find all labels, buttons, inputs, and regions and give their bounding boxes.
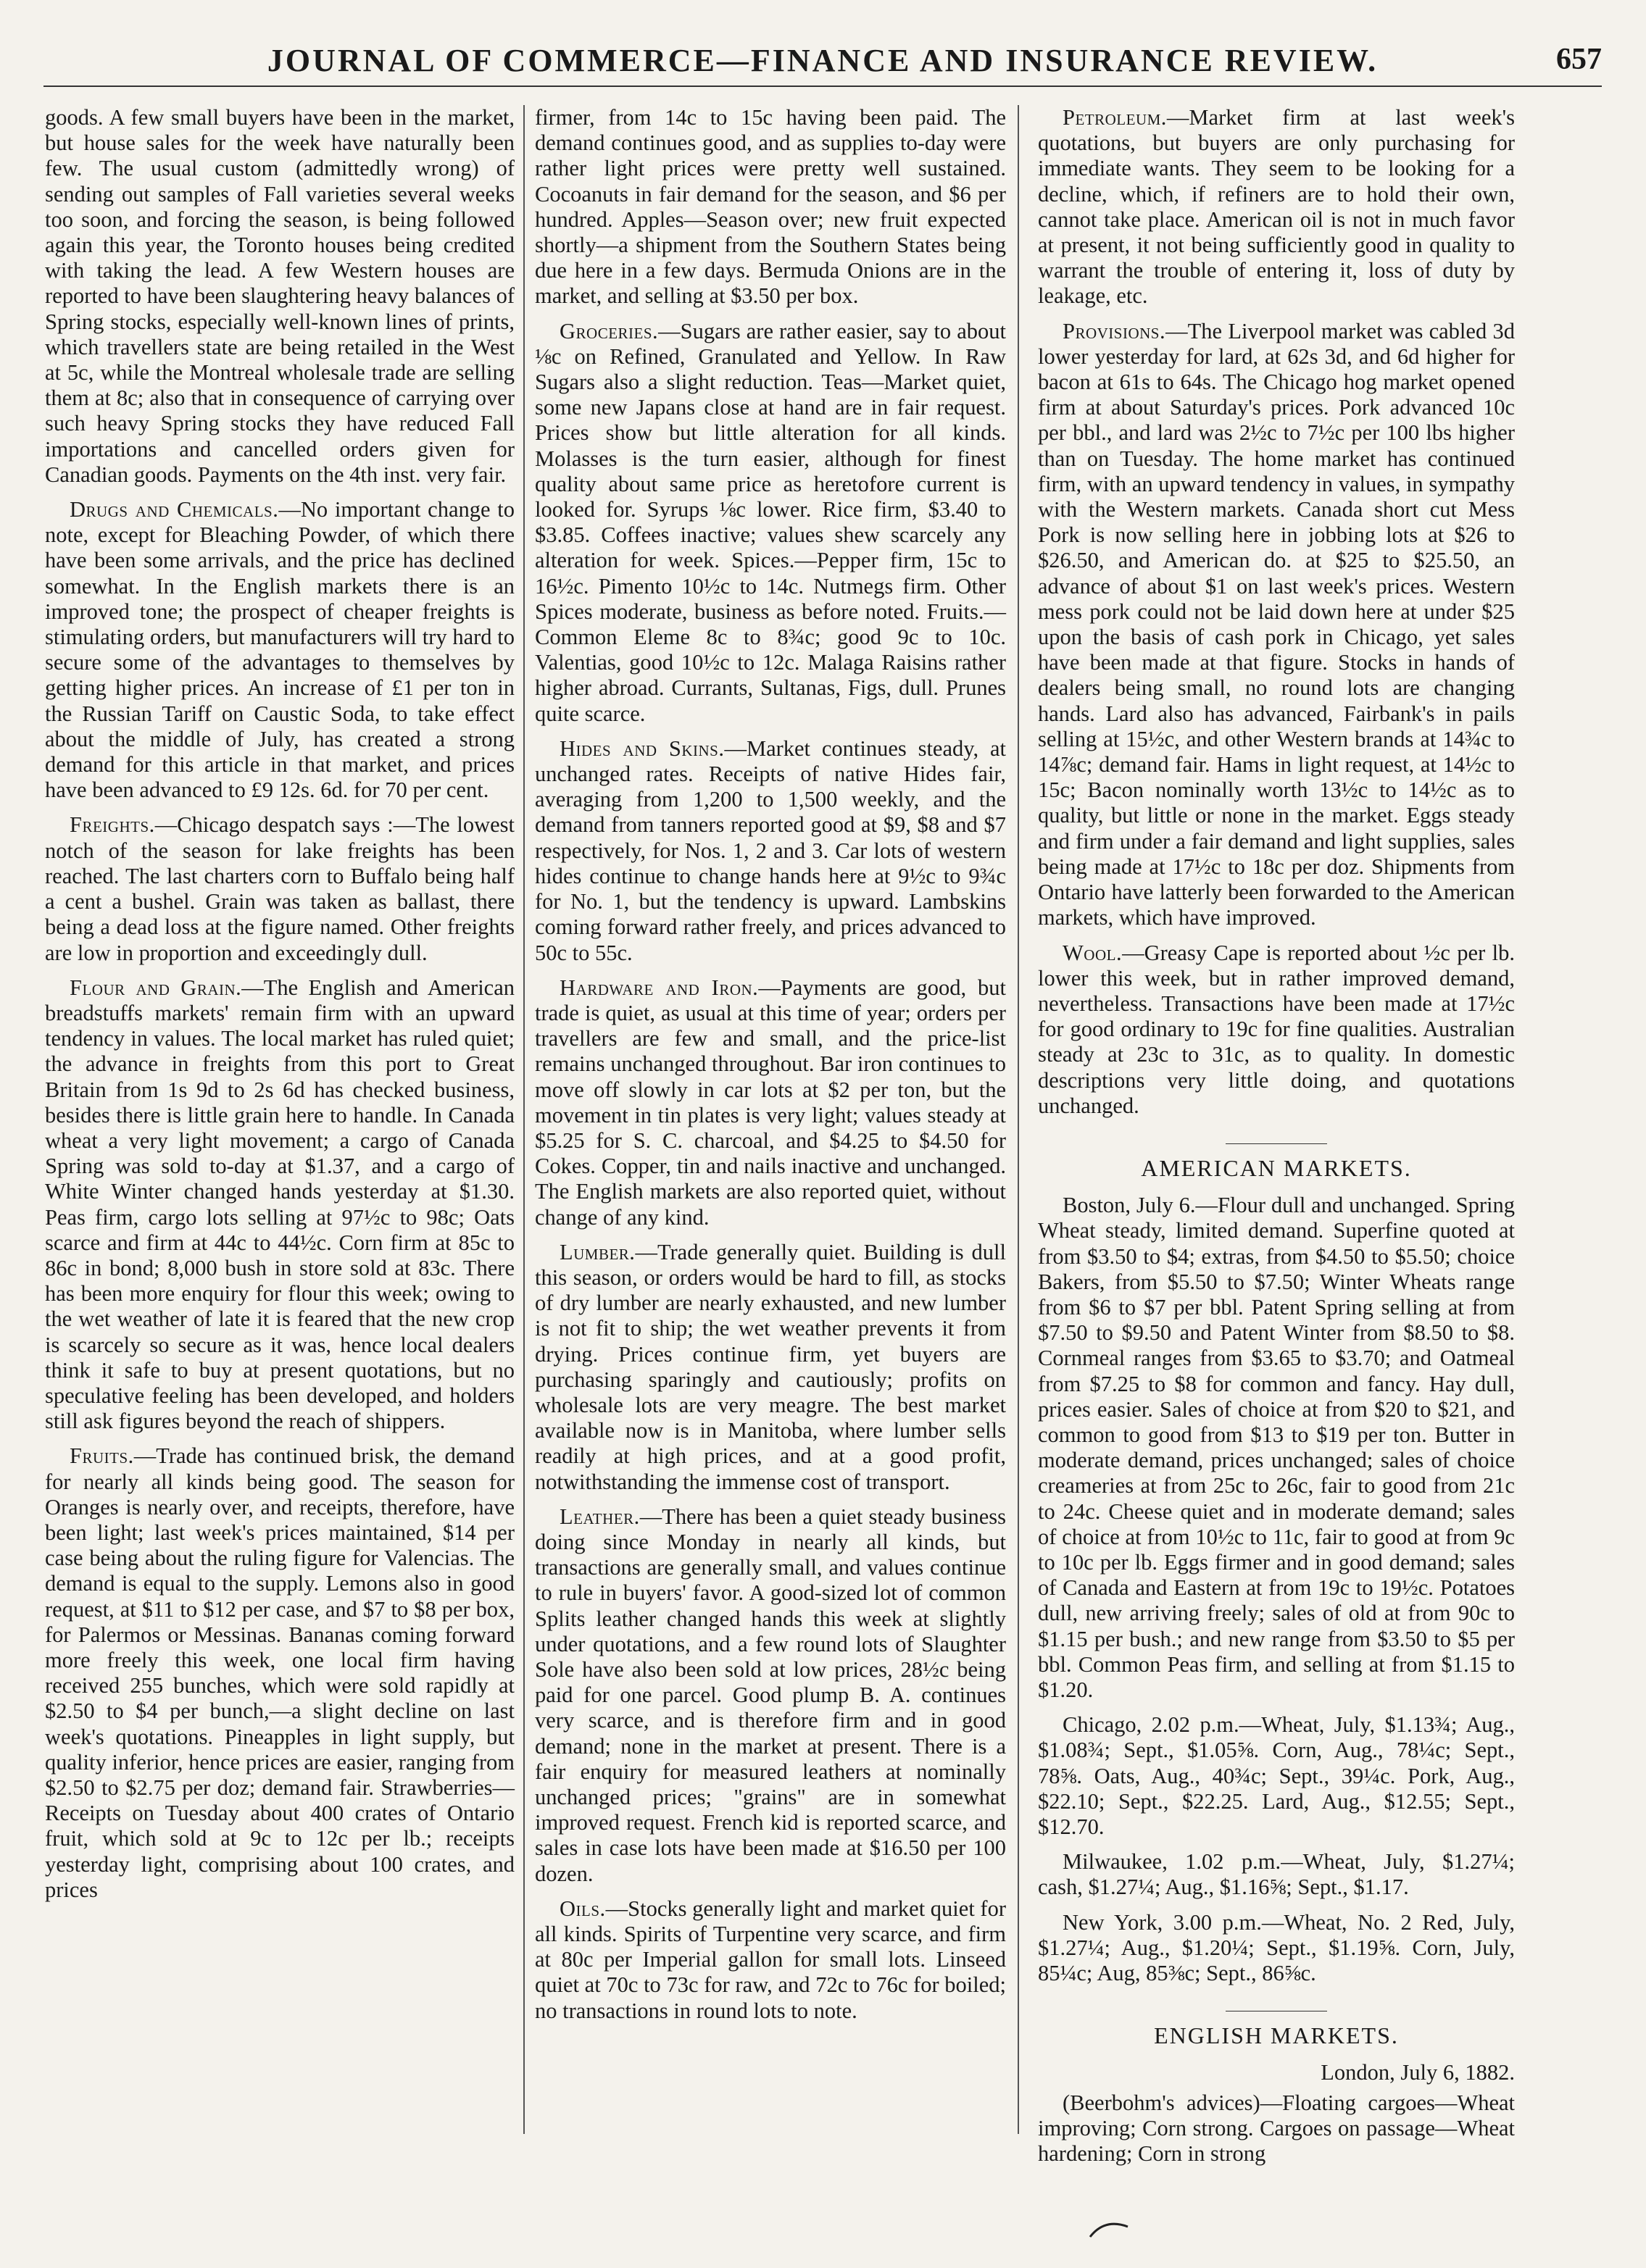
- journal-title: JOURNAL OF COMMERCE—FINANCE AND INSURANCE REVIEW.: [267, 43, 1379, 78]
- column-divider: [523, 105, 525, 2134]
- section-head-leather: Leather.: [560, 1504, 640, 1529]
- section-title-english-markets: ENGLISH MARKETS.: [1038, 2011, 1515, 2048]
- paragraph-provisions: [1038, 319, 1515, 931]
- paragraph-groceries: [535, 319, 1006, 727]
- paragraph-drugs: [45, 497, 515, 803]
- section-head-freights: Freights.: [70, 812, 155, 838]
- dateline: London, July 6, 1882.: [1321, 2060, 1515, 2085]
- section-head-provisions: Provisions.: [1063, 318, 1166, 343]
- paragraph-freights: [45, 812, 515, 965]
- section-head-petroleum: Petroleum.: [1063, 105, 1167, 130]
- column-3: [1038, 105, 1515, 2167]
- section-head-drugs: Drugs and Chemicals.: [70, 497, 279, 522]
- section-head-hardware: Hardware and Iron.: [560, 975, 759, 1000]
- paragraph-new-york: New York, 3.00 p.m.—Wheat, No. 2 Red, July, $1.27¼; Aug., $1.20¼; Sept., $1.19⅝. Corn, July, 85¼c; Aug, 85⅜c; Sept., 86⅝c.: [1038, 1909, 1515, 1986]
- section-text-drugs: —No important change to note, except for Bleaching Powder, of which there have been some arrivals, and the price has declined somewhat. In the English markets there is an improved tone; the prospect of cheaper freights is stimulating orders, but manufacturers will try hard to secure some of the advantages to themselves by getting higher prices. An increase of £1 per ton in the Russian Tariff on Caustic Soda, to take effect about the middle of July, has created a strong demand for this article in that market, and prices have been advanced to £9 12s. 6d. for 70 per cent.: [45, 497, 515, 803]
- paragraph-dry-goods-continued: goods. A few small buyers have been in the market, but house sales for the week have naturally been few. The usual custom (admittedly wrong) of sending out samples of Fall varieties several weeks too soon, and forcing the season, is being followed again this year, the Toronto houses being credited with taking the lead. A few Western houses are reported to have been slaughtering heavy balances of Spring stocks, especially well-known lines of prints, which travellers state are being retailed in the West at 5c, while the Montreal wholesale trade are selling them at 8c; also that in consequence of carrying over such heavy Spring stocks they have reduced Fall importations and cancelled orders given for Canadian goods. Payments on the 4th inst. very fair.: [45, 105, 515, 487]
- page-number: 657: [1556, 43, 1602, 76]
- section-text-petroleum: —Market firm at last week's quotations, but buyers are only purchasing for immediate wants. They seem to be looking for a decline, which, if refiners are to hold their own, cannot take place. American oil is not in much favor at present, it not being sufficiently good in quality to warrant the trouble of entering it, loss of duty by leakage, etc.: [1038, 105, 1515, 309]
- ink-mark-icon: [1087, 2214, 1131, 2243]
- section-title-american-markets: AMERICAN MARKETS.: [1038, 1143, 1515, 1181]
- section-text-freights: —Chicago despatch says :—The lowest notch of the season for lake freights has been reached. The last charters corn to Buffalo being half a cent a bushel. Grain was taken as ballast, there being a dead loss at the figure named. Other freights are low in proportion and exceedingly dull.: [45, 812, 515, 965]
- section-text-hardware: —Payments are good, but trade is quiet, as usual at this time of year; orders per travellers are few and small, and the price-list remains unchanged throughout. Bar iron continues to move off slowly in car lots at $2 per ton, but the movement in tin plates is very light; values steady at $5.25 for S. C. charcoal, and $4.25 to $4.50 for Cokes. Copper, tin and nails inactive and unchanged. The English markets are also reported quiet, without change of any kind.: [535, 975, 1006, 1230]
- section-text-groceries: —Sugars are rather easier, say to about ⅛c on Refined, Granulated and Yellow. In Raw Sugars also a slight reduction. Teas—Market quiet, some new Japans close at hand are in fair request. Prices show but little alteration for all kinds. Molasses is the turn easier, although for finest quality about same price as heretofore current is looked for. Syrups ⅛c lower. Rice firm, $3.40 to $3.85. Coffees inactive; values shew scarcely any alteration for week. Spices.—Pepper firm, 15c to 16½c. Pimento 10½c to 14c. Nutmegs firm. Other Spices moderate, business as before noted. Fruits.—Common Eleme 8c to 8¾c; good 9c to 10c. Valentias, good 10½c to 12c. Malaga Raisins rather higher abroad. Currants, Sultanas, Figs, dull. Prunes quite scarce.: [535, 318, 1006, 726]
- section-head-groceries: Groceries.: [560, 318, 659, 343]
- section-text-wool: —Greasy Cape is reported about ½c per lb. lower this week, but in rather improved demand, nevertheless. Transactions have been made at 17½c for good ordinary to 19c for fine qualities. Australian steady at 23c to 31c, as to quality. In domestic descriptions very little doing, and quotations unchanged.: [1038, 940, 1515, 1118]
- section-text-provisions: —The Liverpool market was cabled 3d lower yesterday for lard, at 62s 3d, and 6d higher for bacon at 61s to 64s. The Chicago hog market opened firm at about Saturday's prices. Pork advanced 10c per bbl., and lard was 2½c to 7½c per 100 lbs higher than on Tuesday. The home market has continued firm, with an upward tendency in values, in sympathy with the Western markets. Canada short cut Mess Pork is now selling here in jobbing lots at $26 to $26.50, and American do. at $25 to $25.50, an advance of about $1 on last week's prices. Western mess pork could not be laid down here at under $25 upon the basis of cash pork in Chicago, yet sales have been made at that figure. Stocks in hands of dealers being small, no round lots are changing hands. Lard also has advanced, Fairbank's in pails selling at 15½c, and other Western brands at 14¾c to 14⅞c; demand fair. Hams in light request, at 14½c to 15c; Bacon nominally worth 13½c to 14½c as to quality, but little or none in the market. Eggs steady and firm under a fair demand and light supplies, sales being made at 17½c to 18c per doz. Shipments from Ontario have latterly been forwarded to the American markets, which have improved.: [1038, 318, 1515, 930]
- section-text-fruits: —Trade has continued brisk, the demand for nearly all kinds being good. The season for Oranges is nearly over, and receipts, therefore, have been light; last week's prices maintained, $14 per case being about the ruling figure for Valencias. The demand is equal to the supply. Lemons also in good request, at $11 to $12 per case, and $7 to $8 per box, for Palermos or Messinas. Bananas coming forward more freely this week, one local firm having received 255 bunches, which were sold rapidly at $2.50 to $4 per bunch,—a slight decline on last week's quotations. Pineapples in light supply, but quality inferior, hence prices are easier, ranging from $2.50 to $2.75 per doz; demand fair. Strawberries—Receipts on Tuesday about 400 crates of Ontario fruit, which sold at 9c to 12c per lb.; receipts yesterday light, comprising about 100 crates, and prices: [45, 1443, 515, 1902]
- section-text-hides: —Market continues steady, at unchanged rates. Receipts of native Hides fair, averaging from 1,200 to 1,500 weekly, and the demand from tanners reported good at $9, $8 and $7 respectively, for Nos. 1, 2 and 3. Car lots of western hides continue to change hands here at 9½c to 9¾c for No. 1, but the tendency is upward. Lambskins coming forward rather freely, and prices advanced to 50c to 55c.: [535, 735, 1006, 965]
- paragraph-hardware: [535, 975, 1006, 1230]
- section-text-oils: —Stocks generally light and market quiet for all kinds. Spirits of Turpentine very scarce, and firm at 80c per Imperial gallon for small lots. Linseed quiet at 70c to 73c for raw, and 72c to 76c for boiled; no transactions in round lots to note.: [535, 1896, 1006, 2023]
- paragraph-chicago: Chicago, 2.02 p.m.—Wheat, July, $1.13¾; Aug., $1.08¾; Sept., $1.05⅝. Corn, Aug., 78¼c; Sept., 78⅝. Oats, Aug., 40¾c; Sept., 39¼c. Pork, Aug., $22.10; Sept., $22.25. Lard, Aug., $12.55; Sept., $12.70.: [1038, 1712, 1515, 1839]
- paragraph-hides: [535, 736, 1006, 966]
- page-header: [43, 42, 1602, 87]
- paragraph-english: (Beerbohm's advices)—Floating cargoes—Wheat improving; Corn strong. Cargoes on passage—Wheat hardening; Corn in strong: [1038, 2090, 1515, 2167]
- section-head-hides: Hides and Skins.: [560, 735, 725, 761]
- paragraph-fruits: [45, 1443, 515, 1903]
- paragraph-fruits-continued: firmer, from 14c to 15c having been paid. The demand continues good, and as supplies to-day were rather light prices were pretty well sustained. Cocoanuts in fair demand for the season, and $6 per hundred. Apples—Season over; new fruit expected shortly—a shipment from the Southern States being due here in a few days. Bermuda Onions are in the market, and selling at $3.50 per box.: [535, 105, 1006, 309]
- section-text-lumber: —Trade generally quiet. Building is dull this season, or orders would be hard to fill, as stocks of dry lumber are nearly exhausted, and new lumber is not fit to ship; the wet weather prevents it from drying. Prices continue firm, yet buyers are purchasing sparingly and cautiously; profits on wholesale lots are very meagre. The best market available now is in Manitoba, where lumber sells readily at high prices, and at a good profit, notwithstanding the immense cost of transport.: [535, 1239, 1006, 1494]
- section-head-oils: Oils.: [560, 1896, 606, 1921]
- paragraph-boston: Boston, July 6.—Flour dull and unchanged. Spring Wheat steady, limited demand. Superfine quoted at from $3.50 to $4; extras, from $4.50 to $5.50; choice Bakers, from $5.50 to $7.50; Winter Wheats range from $6 to $7 per bbl. Patent Spring selling at from $7.50 to $9.50 and Patent Winter from $8.50 to $8. Cornmeal ranges from $3.65 to $3.70; and Oatmeal from $7.25 to $8 for common and fancy. Hay dull, prices easier. Sales of choice at from $20 to $21, and common to good from $13 to $19 per ton. Butter in moderate demand, prices unchanged; sales of choice creameries at from 25c to 26c, fair to good from 21c to 24c. Cheese quiet and in moderate demand; sales of choice at from 10½c to 11c, fair to good at from 9c to 10c per lb. Eggs firmer and in good demand; sales of Canada and Eastern at from 19c to 19½c. Potatoes dull, new arriving freely; sales of old at from 90c to $1.15 per bush.; and new range from $3.50 to $5 per bbl. Common Peas firm, and selling at from $1.15 to $1.20.: [1038, 1193, 1515, 1702]
- section-head-flour: Flour and Grain.: [70, 975, 242, 1000]
- paragraph-milwaukee: Milwaukee, 1.02 p.m.—Wheat, July, $1.27¼; cash, $1.27¼; Aug., $1.16⅝; Sept., $1.17.: [1038, 1849, 1515, 1900]
- paragraph-flour: [45, 975, 515, 1435]
- paragraph-wool: [1038, 941, 1515, 1119]
- paragraph-leather: [535, 1504, 1006, 1887]
- column-1: [45, 105, 515, 2134]
- section-text-leather: —There has been a quiet steady business doing since Monday in nearly all kinds, but transactions are generally small, and values continue to rule in buyers' favor. A good-sized lot of common Splits leather changed hands this week at slightly under quotations, and a few round lots of Slaughter Sole have also been sold at low prices, 28½c being paid for one parcel. Good plump B. A. continues very scarce, and is therefore firm and in good demand; none in the market at present. There is a fair enquiry for measured leathers at nominally unchanged prices; "grains" are in somewhat improved request. French kid is reported scarce, and sales in case lots have been made at $16.50 per 100 dozen.: [535, 1504, 1006, 1886]
- section-head-fruits: Fruits.: [70, 1443, 134, 1469]
- paragraph-lumber: [535, 1240, 1006, 1495]
- column-divider: [1018, 105, 1019, 2134]
- section-text-flour: —The English and American breadstuffs markets' remain firm with an upward tendency in values. The local market has ruled quiet; the advance in freights from this port to Great Britain from 1s 9d to 2s 6d has checked business, besides there is little grain here to handle. In Canada wheat a very light movement; a cargo of Canada Spring was sold to-day at $1.37, and a cargo of White Winter changed hands yesterday at $1.30. Peas firm, cargo lots selling at 97½c to 98c; Oats scarce and firm at 44c to 44½c. Corn firm at 85c to 86c in bond; 8,000 bush in store sold at 83c. There has been more enquiry for flour this week; owing to the wet weather of late it is feared that the new crop is scarcely so secure as it was, hence local dealers think it safe to buy at present quotations, but no speculative feeling has been developed, and holders still ask figures beyond the reach of shippers.: [45, 975, 515, 1434]
- paragraph-petroleum: [1038, 105, 1515, 309]
- section-head-lumber: Lumber.: [560, 1239, 636, 1264]
- section-head-wool: Wool.: [1063, 940, 1123, 965]
- paragraph-oils: [535, 1896, 1006, 2024]
- column-2: [535, 105, 1006, 2134]
